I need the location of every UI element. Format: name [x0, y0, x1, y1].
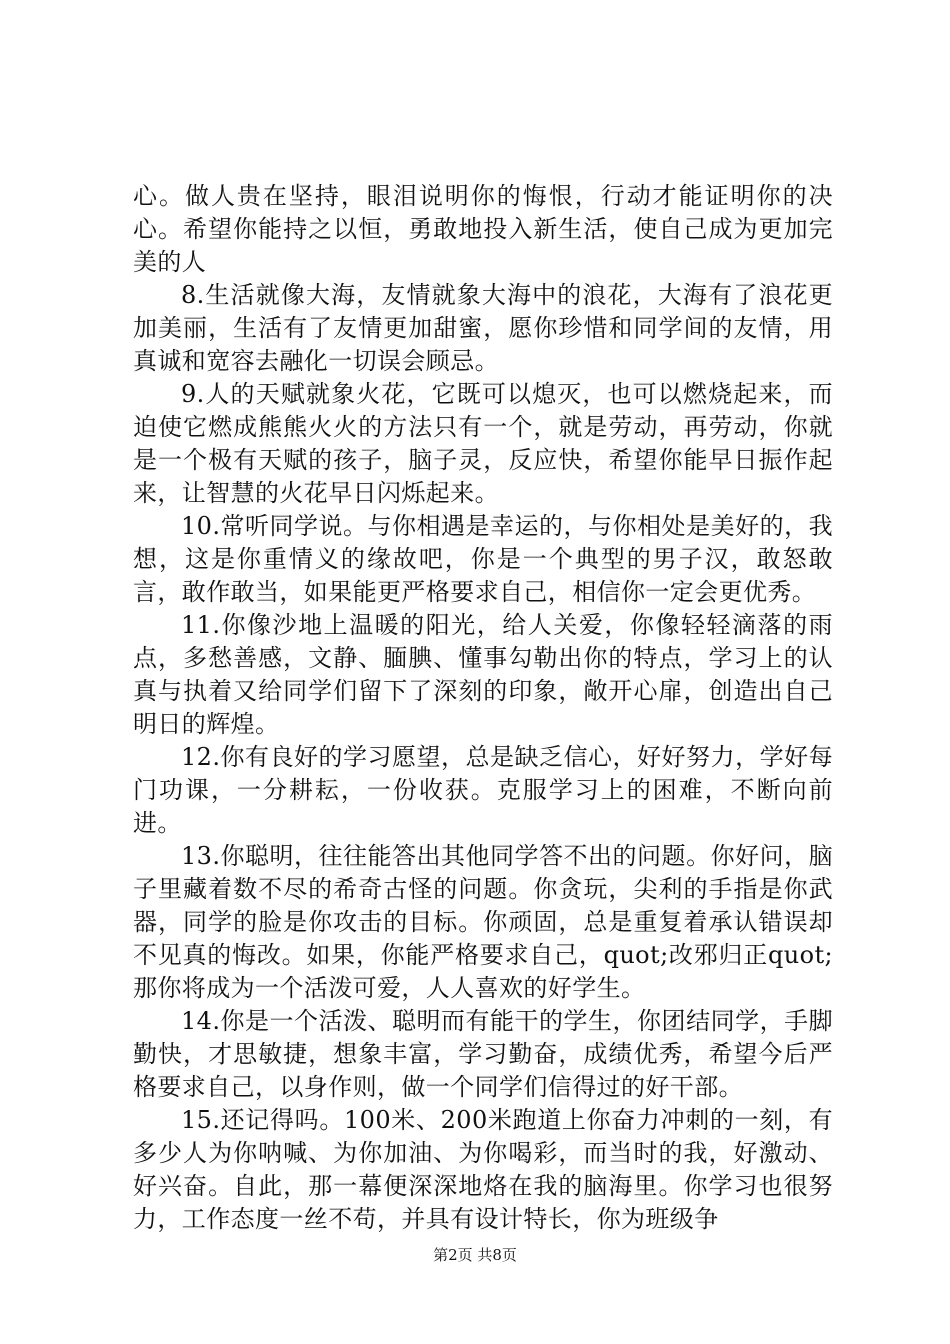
- paragraph-item-10: 10.常听同学说。与你相遇是幸运的，与你相处是美好的，我想，这是你重情义的缘故吧，你是一个典型的男子汉，敢怒敢言，敢作敢当，如果能更严格要求自己，相信你一定会更优秀。: [133, 512, 833, 606]
- paragraph-item-14: 14.你是一个活泼、聪明而有能干的学生，你团结同学，手脚勤快，才思敏捷，想象丰富，学习勤奋，成绩优秀，希望今后严格要求自己，以身作则，做一个同学们信得过的好干部。: [133, 1007, 833, 1101]
- paragraph-continuation: 心。做人贵在坚持，眼泪说明你的悔恨，行动才能证明你的决心。希望你能持之以恒，勇敢地投入新生活，使自己成为更加完美的人: [133, 182, 833, 276]
- page-number-footer: 第2页 共8页: [433, 1246, 517, 1264]
- paragraph-item-15: 15.还记得吗。100米、200米跑道上你奋力冲刺的一刻，有多少人为你呐喊、为你加油、为你喝彩，而当时的我，好激动、好兴奋。自此，那一幕便深深地烙在我的脑海里。你学习也很努力，工作态度一丝不苟，并具有设计特长，你为班级争: [133, 1106, 833, 1233]
- document-body: [133, 180, 833, 1236]
- paragraph-item-8: 8.生活就像大海，友情就象大海中的浪花，大海有了浪花更加美丽，生活有了友情更加甜蜜，愿你珍惜和同学间的友情，用真诚和宽容去融化一切误会顾忌。: [133, 281, 833, 375]
- paragraph-item-9: 9.人的天赋就象火花，它既可以熄灭，也可以燃烧起来，而迫使它燃成熊熊火火的方法只有一个，就是劳动，再劳动，你就是一个极有天赋的孩子，脑子灵，反应快，希望你能早日振作起来，让智慧的火花早日闪烁起来。: [133, 380, 833, 507]
- paragraph-item-11: 11.你像沙地上温暖的阳光，给人关爱，你像轻轻滴落的雨点，多愁善感，文静、腼腆、懂事勾勒出你的特点，学习上的认真与执着又给同学们留下了深刻的印象，敞开心扉，创造出自己明日的辉煌。: [133, 611, 833, 738]
- paragraph-item-12: 12.你有良好的学习愿望，总是缺乏信心，好好努力，学好每门功课，一分耕耘，一份收获。克服学习上的困难，不断向前进。: [133, 743, 833, 837]
- paragraph-item-13: 13.你聪明，往往能答出其他同学答不出的问题。你好问，脑子里藏着数不尽的希奇古怪的问题。你贪玩，尖利的手指是你武器，同学的脸是你攻击的目标。你顽固，总是重复着承认错误却不见真的悔改。如果，你能严格要求自己，quot;改邪归正quot;那你将成为一个活泼可爱，人人喜欢的好学生。: [133, 842, 833, 1002]
